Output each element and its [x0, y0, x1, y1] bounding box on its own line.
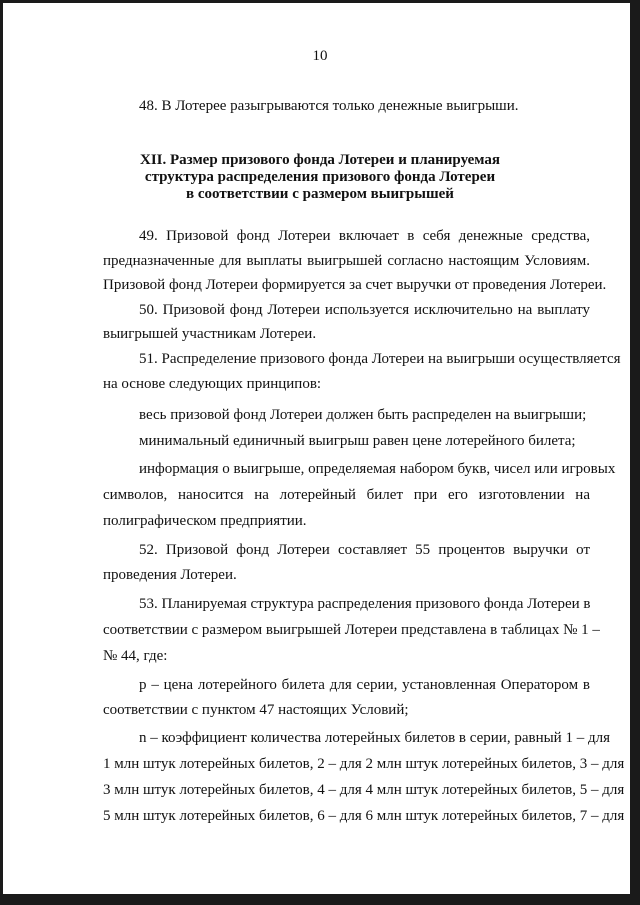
- principle-item-3-line-3: полиграфическом предприятии.: [103, 513, 307, 529]
- scan-border-right: [630, 0, 640, 905]
- page-number: 10: [312, 48, 328, 64]
- section-heading-line-3: в соответствии с размером выигрышей: [186, 186, 454, 202]
- paragraph-50-line-2: выигрышей участникам Лотереи.: [103, 326, 317, 342]
- paragraph-48: 48. В Лотерее разыгрываются только денежные выигрыши.: [139, 98, 519, 114]
- principle-item-2: минимальный единичный выигрыш равен цене лотерейного билета;: [139, 433, 576, 449]
- scan-border-left: [0, 0, 3, 905]
- definition-n-line-4: 5 млн штук лотерейных билетов, 6 – для 6 млн штук лотерейных билетов, 7 – для: [103, 808, 625, 824]
- definition-n-line-3: 3 млн штук лотерейных билетов, 4 – для 4 млн штук лотерейных билетов, 5 – для: [103, 782, 625, 798]
- definition-p-line-2: соответствии с пунктом 47 настоящих Условий;: [103, 702, 409, 718]
- paragraph-53-line-1: 53. Планируемая структура распределения призового фонда Лотереи в: [139, 596, 591, 612]
- paragraph-51-line-1: 51. Распределение призового фонда Лотереи на выигрыши осуществляется: [139, 351, 621, 367]
- paragraph-53-line-2: соответствии с размером выигрышей Лотереи представлена в таблицах № 1 –: [103, 622, 600, 638]
- paragraph-53-line-3: № 44, где:: [103, 648, 168, 664]
- principle-item-1: весь призовой фонд Лотереи должен быть распределен на выигрыши;: [139, 407, 587, 423]
- section-heading-line-2: структура распределения призового фонда Лотереи: [144, 169, 496, 185]
- scan-border-top: [0, 0, 640, 3]
- definition-p-line-1: p – цена лотерейного билета для серии, установленная Оператором в: [139, 677, 590, 693]
- scan-border-bottom: [0, 894, 640, 905]
- paragraph-52-line-2: проведения Лотереи.: [103, 567, 237, 583]
- principle-item-3-line-2: символов, наносится на лотерейный билет при его изготовлении на: [103, 487, 590, 503]
- paragraph-49-line-3: Призовой фонд Лотереи формируется за счет выручки от проведения Лотереи.: [103, 277, 607, 293]
- definition-n-line-1: n – коэффициент количества лотерейных билетов в серии, равный 1 – для: [139, 730, 610, 746]
- paragraph-49-line-2: предназначенные для выплаты выигрышей согласно настоящим Условиям.: [103, 253, 590, 269]
- paragraph-49-line-1: 49. Призовой фонд Лотереи включает в себя денежные средства,: [139, 228, 590, 244]
- definition-n-line-2: 1 млн штук лотерейных билетов, 2 – для 2 млн штук лотерейных билетов, 3 – для: [103, 756, 625, 772]
- principle-item-3-line-1: информация о выигрыше, определяемая набором букв, чисел или игровых: [139, 461, 616, 477]
- paragraph-50-line-1: 50. Призовой фонд Лотереи используется исключительно на выплату: [139, 302, 590, 318]
- section-heading-line-1: XII. Размер призового фонда Лотереи и планируемая: [139, 152, 501, 168]
- paragraph-52-line-1: 52. Призовой фонд Лотереи составляет 55 процентов выручки от: [139, 542, 590, 558]
- paragraph-51-line-2: на основе следующих принципов:: [103, 376, 322, 392]
